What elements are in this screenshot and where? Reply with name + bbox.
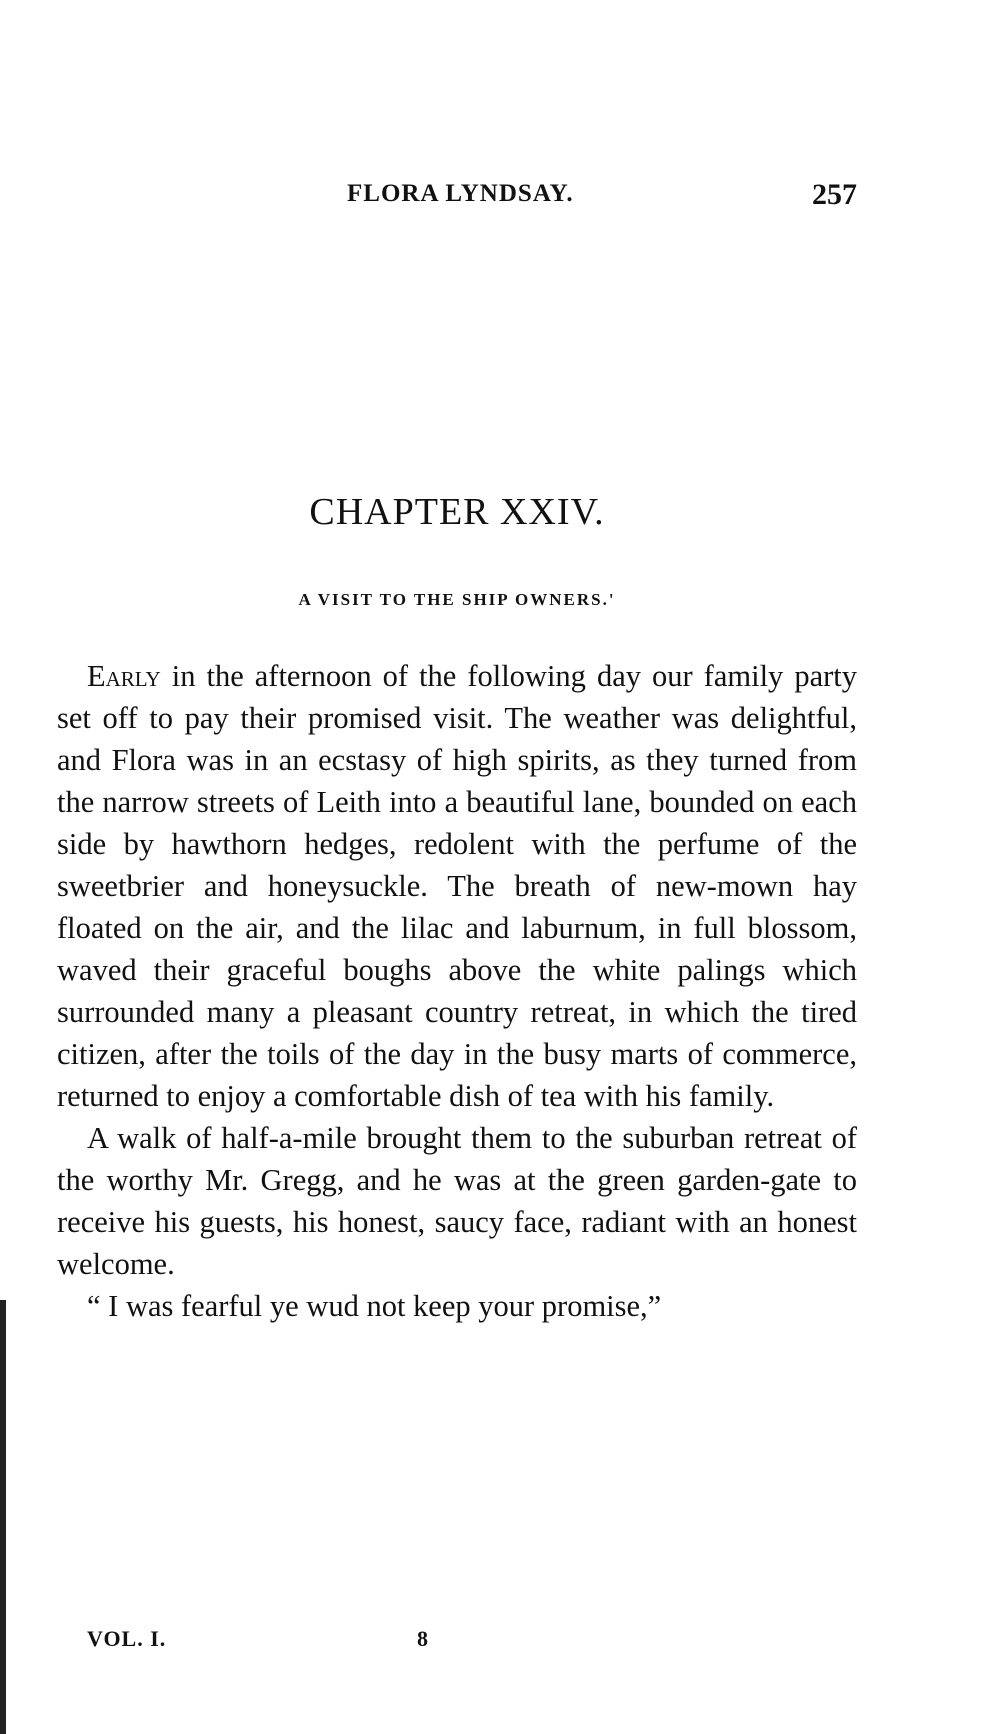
signature-mark: 8 bbox=[417, 1626, 428, 1651]
chapter-title: CHAPTER XXIV. bbox=[309, 491, 605, 533]
chapter-subtitle: A VISIT TO THE SHIP OWNERS.' bbox=[298, 590, 616, 609]
paragraph-text: “ I was fearful ye wud not keep your promise,” bbox=[87, 1289, 662, 1323]
running-head bbox=[57, 178, 857, 218]
body-text bbox=[57, 655, 857, 1327]
paragraph bbox=[57, 1285, 857, 1327]
paragraph bbox=[57, 655, 857, 1117]
drop-lead-word: Early bbox=[87, 659, 161, 693]
binding-edge bbox=[0, 1300, 6, 1734]
paragraph bbox=[57, 1117, 857, 1285]
paragraph-text: in the afternoon of the following day our family party set off to pay their promised visit. The weather was delightful, and Flora was in an ecstasy of high spirits, as they turned from the narrow streets of Leith into a beautiful lane, bounded on each side by hawthorn hedges, redolent with the perfume of the sweetbrier and honeysuckle. The breath of new-mown hay floated on the air, and the lilac and laburnum, in full blossom, waved their graceful boughs above the white palings which surrounded many a pleasant country retreat, in which the tired citizen, after the toils of the day in the busy marts of commerce, returned to enjoy a comfortable dish of tea with his family. bbox=[57, 659, 857, 1113]
page-footer bbox=[57, 1626, 857, 1656]
running-title: FLORA LYNDSAY. bbox=[347, 180, 574, 207]
volume-label: VOL. I. bbox=[87, 1626, 167, 1651]
page-number: 257 bbox=[812, 178, 857, 211]
paragraph-text: A walk of half-a-mile brought them to the suburban retreat of the worthy Mr. Gregg, and he was at the green garden-gate to receive his guests, his honest, saucy face, radiant with an honest welcome. bbox=[57, 1121, 857, 1281]
